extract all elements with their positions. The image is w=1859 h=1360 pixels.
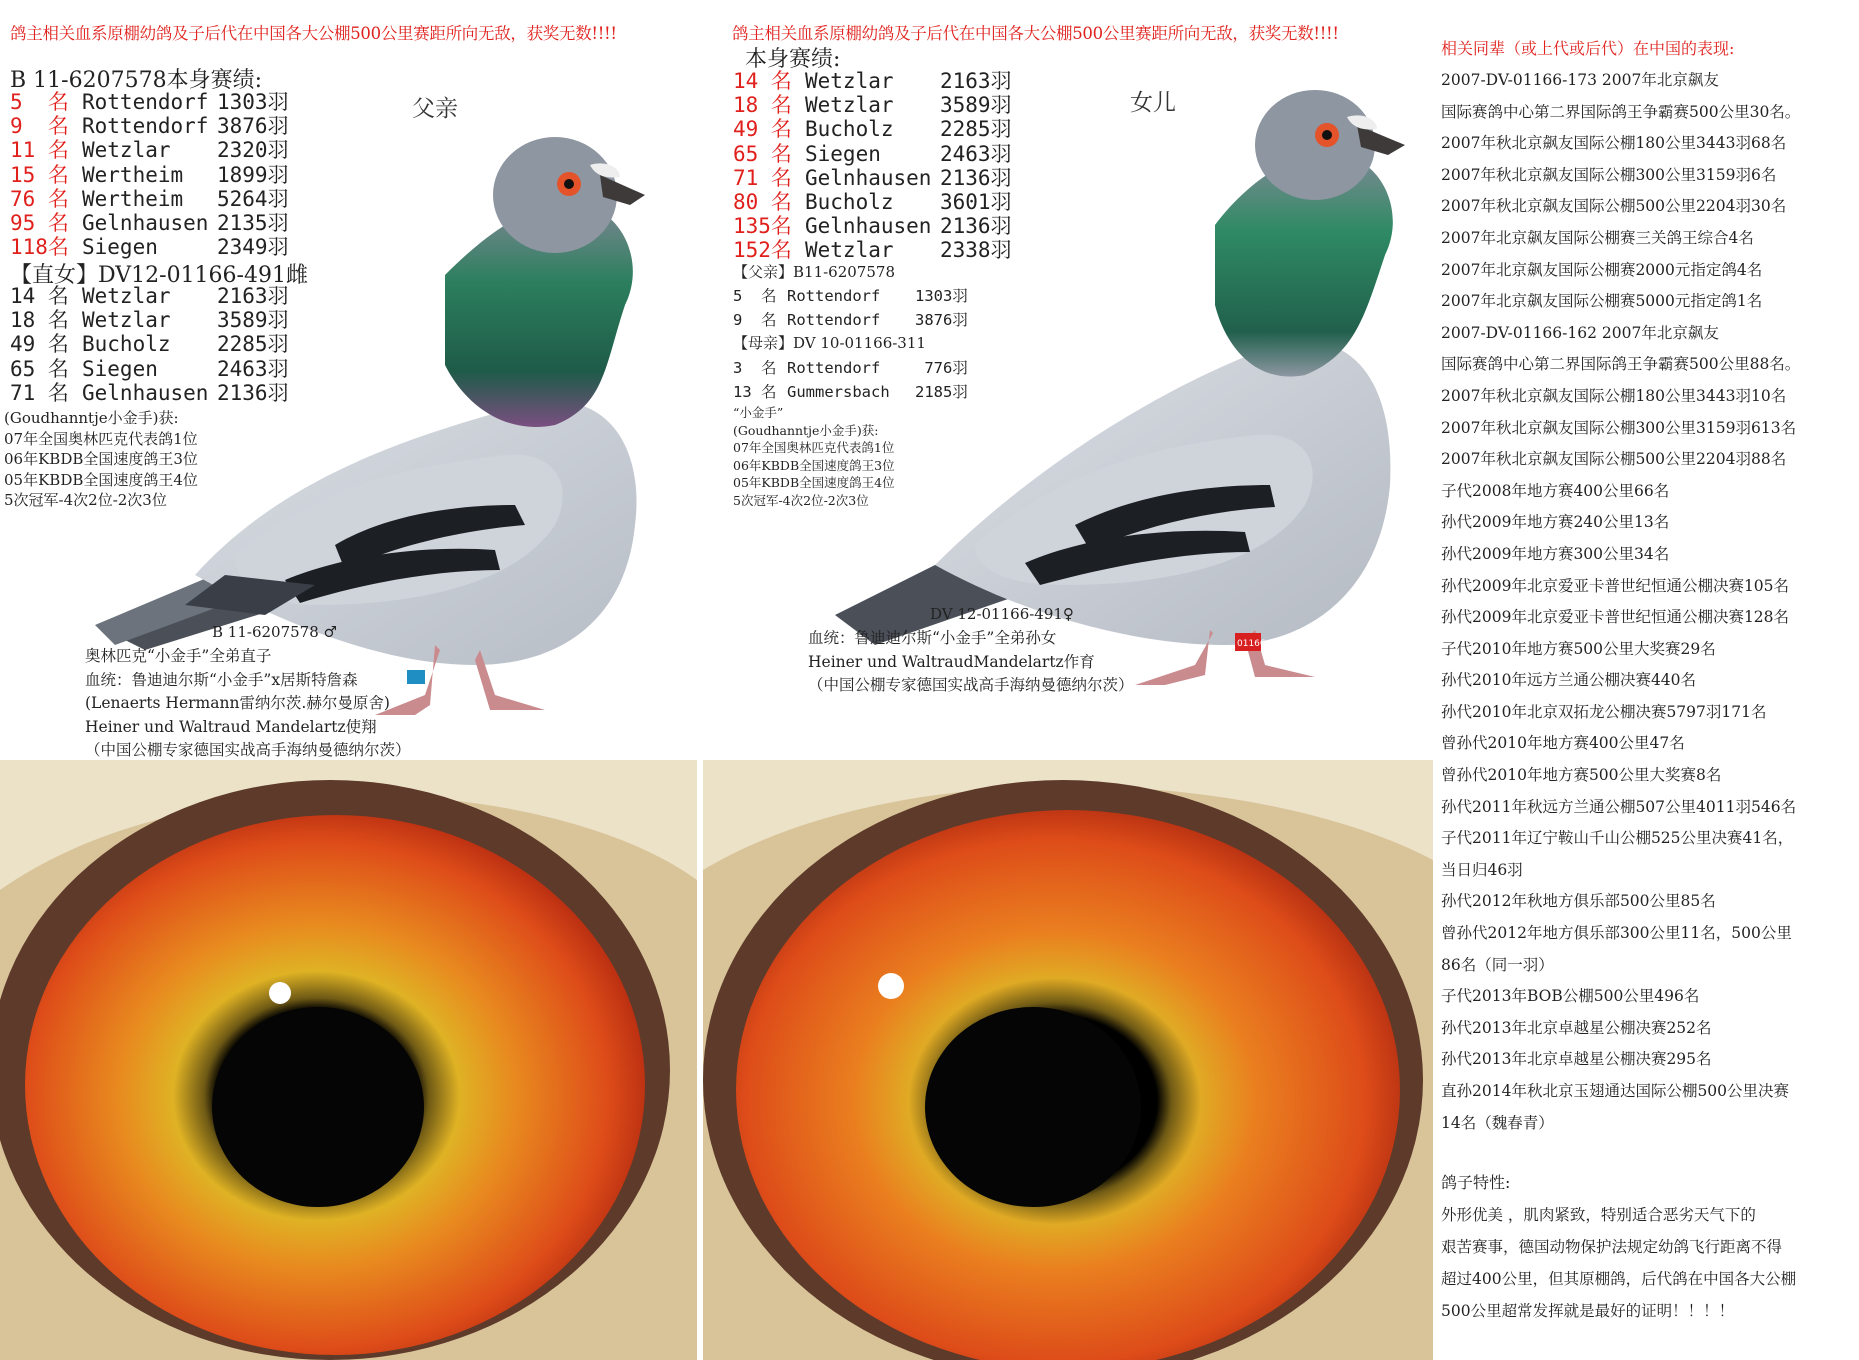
related-line: 孙代2009年北京爱亚卡普世纪恒通公棚决赛128名 bbox=[1441, 608, 1790, 627]
related-line: 国际赛鸽中心第二界国际鸽王争霸赛500公里88名。 bbox=[1441, 355, 1801, 374]
record-birds: 1303羽 bbox=[915, 287, 968, 305]
record-birds: 2163羽 bbox=[940, 69, 1012, 93]
related-lines bbox=[1441, 65, 1851, 1139]
record-birds: 2349羽 bbox=[217, 235, 289, 260]
related-line: 子代2010年地方赛500公里大奖赛29名 bbox=[1441, 639, 1716, 658]
related-line: 子代2013年BOB公棚500公里496名 bbox=[1441, 987, 1700, 1006]
record-rank: 49 名 bbox=[733, 117, 792, 142]
record-birds: 2185羽 bbox=[915, 383, 968, 401]
goud-note: 05年KBDB全国速度鸽王4位 bbox=[733, 475, 895, 490]
record-rank: 14 名 bbox=[10, 284, 69, 308]
daughter-ring: DV 12-01166-491♀ bbox=[930, 605, 1074, 623]
record-birds: 3876羽 bbox=[217, 114, 289, 139]
record-race: Gummersbach bbox=[787, 383, 890, 401]
record-rank: 65 名 bbox=[733, 141, 792, 166]
record-rank: 65 名 bbox=[10, 356, 69, 381]
banner-left: 鸽主相关血系原棚幼鸽及子后代在中国各大公棚500公里赛距所向无敌，获奖无数!!!! bbox=[10, 24, 617, 43]
related-line: 86名（同一羽） bbox=[1441, 955, 1554, 974]
caption-line: （中国公棚专家德国实战高手海纳曼德纳尔茨） bbox=[808, 676, 1134, 694]
record-race: Siegen bbox=[82, 235, 158, 260]
record-race: Wetzlar bbox=[82, 284, 171, 308]
record-rank: 9 名 bbox=[10, 114, 69, 139]
record-race: Bucholz bbox=[805, 190, 894, 215]
caption-line: （中国公棚专家德国实战高手海纳曼德纳尔茨） bbox=[85, 741, 411, 759]
related-line: 2007年秋北京飙友国际公棚500公里2204羽30名 bbox=[1441, 197, 1787, 216]
caption-line: (Lenaerts Hermann雷纳尔茨.赫尔曼原舍) bbox=[85, 694, 390, 712]
daughter-eye-image bbox=[703, 760, 1433, 1360]
record-birds: 1303羽 bbox=[217, 90, 289, 114]
traits-heading: 鸽子特性: bbox=[1441, 1173, 1511, 1193]
related-column bbox=[1441, 36, 1851, 1327]
record-rank: 15 名 bbox=[10, 162, 69, 187]
record-rank: 95 名 bbox=[10, 211, 69, 236]
related-line: 2007-DV-01166-162 2007年北京飙友 bbox=[1441, 323, 1719, 342]
record-race: Wetzlar bbox=[82, 308, 171, 333]
record-rank: 71 名 bbox=[733, 165, 792, 190]
record-race: Siegen bbox=[82, 356, 158, 381]
banner-mid: 鸽主相关血系原棚幼鸽及子后代在中国各大公棚500公里赛距所向无敌，获奖无数!!!! bbox=[732, 24, 1339, 43]
record-race: Siegen bbox=[805, 141, 881, 166]
related-line: 孙代2013年北京卓越星公棚决赛252名 bbox=[1441, 1018, 1712, 1037]
caption-line: 血统：鲁迪迪尔斯“小金手”x居斯特詹森 bbox=[85, 670, 358, 689]
record-birds: 3589羽 bbox=[217, 308, 289, 333]
goud-note: 07年全国奥林匹克代表鸽1位 bbox=[4, 429, 198, 448]
caption-line: 血统：鲁迪迪尔斯“小金手”全弟孙女 bbox=[808, 629, 1057, 647]
record-birds: 2463羽 bbox=[940, 141, 1012, 166]
related-line: 孙代2012年秋地方俱乐部500公里85名 bbox=[1441, 892, 1716, 911]
trait-line: 艰苦赛事，德国动物保护法规定幼鸽飞行距离不得 bbox=[1441, 1238, 1783, 1257]
daughter-ring-tag: 01166 bbox=[1237, 639, 1266, 649]
record-race: Gelnhausen bbox=[805, 165, 932, 190]
father-pigeon-image bbox=[85, 105, 675, 715]
father-label: 父亲 bbox=[412, 96, 458, 122]
related-line: 2007年秋北京飙友国际公棚300公里3159羽613名 bbox=[1441, 418, 1797, 437]
record-birds: 2136羽 bbox=[217, 380, 289, 405]
goud-note: 5次冠军-4次2位-2次3位 bbox=[4, 491, 167, 509]
trait-line: 超过400公里，但其原棚鸽，后代鸽在中国各大公棚 bbox=[1441, 1270, 1797, 1289]
record-rank: 9 名 bbox=[733, 311, 777, 329]
related-line: 2007年北京飙友国际公棚赛5000元指定鸽1名 bbox=[1441, 292, 1763, 311]
record-rank: 13 名 bbox=[733, 383, 777, 401]
record-rank: 3 名 bbox=[733, 359, 777, 377]
caption-line: Heiner und Waltraud Mandelartz使翔 bbox=[85, 717, 377, 736]
daughter-pigeon-image bbox=[835, 85, 1435, 695]
related-line: 孙代2009年地方赛240公里13名 bbox=[1441, 513, 1670, 532]
goud-note: 05年KBDB全国速度鸽王4位 bbox=[4, 470, 198, 489]
record-birds: 3876羽 bbox=[915, 311, 968, 329]
record-birds: 5264羽 bbox=[217, 186, 289, 211]
record-race: Rottendorf bbox=[82, 90, 209, 114]
record-rank: 14 名 bbox=[733, 69, 792, 93]
related-line: 当日归46羽 bbox=[1441, 860, 1523, 879]
related-line: 国际赛鸽中心第二界国际鸽王争霸赛500公里30名。 bbox=[1441, 102, 1801, 121]
father-eye-image bbox=[0, 760, 697, 1360]
trait-line: 500公里超常发挥就是最好的证明！！！！ bbox=[1441, 1302, 1735, 1321]
record-birds: 776羽 bbox=[915, 359, 968, 377]
goud-note: (Goudhanntje小金手)获: bbox=[733, 422, 879, 438]
caption-line: 奥林匹克“小金手”全弟直子 bbox=[85, 647, 272, 665]
record-rank: 76 名 bbox=[10, 186, 69, 211]
related-line: 直孙2014年秋北京玉翅通达国际公棚500公里决赛 bbox=[1441, 1082, 1790, 1100]
record-rank: 18 名 bbox=[733, 93, 792, 118]
related-line: 曾孙代2010年地方赛400公里47名 bbox=[1441, 734, 1685, 753]
record-birds: 2136羽 bbox=[940, 214, 1012, 239]
record-race: Rottendorf bbox=[787, 287, 881, 305]
record-birds: 2135羽 bbox=[217, 211, 289, 236]
father-captions bbox=[85, 645, 411, 763]
goud-note: 5次冠军-4次2位-2次3位 bbox=[733, 492, 869, 508]
record-birds: 2163羽 bbox=[217, 284, 289, 308]
record-race: Rottendorf bbox=[82, 114, 209, 139]
daughter-father-heading: 【父亲】B11-6207578 bbox=[733, 263, 895, 281]
record-rank: 5 名 bbox=[10, 90, 69, 114]
record-rank: 152名 bbox=[733, 238, 792, 263]
record-race: Gelnhausen bbox=[82, 211, 209, 236]
record-birds: 3601羽 bbox=[940, 190, 1012, 215]
related-line: 孙代2011年秋远方兰通公棚507公里4011羽546名 bbox=[1441, 797, 1797, 816]
related-heading: 相关同辈（或上代或后代）在中国的表现: bbox=[1441, 39, 1735, 58]
related-line: 孙代2010年远方兰通公棚决赛440名 bbox=[1441, 671, 1697, 690]
related-line: 子代2011年辽宁鞍山千山公棚525公里决赛41名， bbox=[1441, 829, 1794, 848]
related-line: 子代2008年地方赛400公里66名 bbox=[1441, 481, 1670, 500]
related-line: 2007年北京飙友国际公棚赛三关鸽王综合4名 bbox=[1441, 228, 1754, 247]
record-race: Wetzlar bbox=[805, 69, 894, 93]
goud-note: 06年KBDB全国速度鸽王3位 bbox=[733, 457, 895, 473]
record-race: Wetzlar bbox=[805, 93, 894, 118]
related-line: 孙代2009年北京爱亚卡普世纪恒通公棚决赛105名 bbox=[1441, 576, 1790, 595]
related-line: 2007年秋北京飙友国际公棚180公里3443羽68名 bbox=[1441, 134, 1787, 153]
record-birds: 1899羽 bbox=[217, 162, 289, 187]
record-race: Wertheim bbox=[82, 186, 184, 211]
record-birds: 2136羽 bbox=[940, 165, 1012, 190]
daughter-heading: 本身赛绩: bbox=[745, 47, 841, 72]
caption-line: Heiner und WaltraudMandelartz作育 bbox=[808, 652, 1095, 671]
record-rank: 11 名 bbox=[10, 138, 69, 163]
related-line: 孙代2009年地方赛300公里34名 bbox=[1441, 544, 1670, 563]
record-race: Gelnhausen bbox=[805, 214, 932, 239]
related-line: 2007-DV-01166-173 2007年北京飙友 bbox=[1441, 71, 1719, 89]
related-line: 孙代2013年北京卓越星公棚决赛295名 bbox=[1441, 1050, 1712, 1069]
father-ring: B 11-6207578 ♂ bbox=[212, 623, 337, 641]
record-birds: 2338羽 bbox=[940, 238, 1012, 263]
goud-note: “小金手” bbox=[733, 405, 784, 420]
daughter-mother-heading: 【母亲】DV 10-01166-311 bbox=[733, 334, 926, 352]
goud-note: (Goudhanntje小金手)获: bbox=[4, 409, 179, 427]
record-rank: 5 名 bbox=[733, 287, 777, 305]
goud-note: 06年KBDB全国速度鸽王3位 bbox=[4, 450, 198, 468]
related-line: 孙代2010年北京双拓龙公棚决赛5797羽171名 bbox=[1441, 702, 1767, 721]
record-rank: 71 名 bbox=[10, 380, 69, 405]
father-daughter-heading: 【直女】DV12-01166-491雌 bbox=[10, 263, 308, 288]
record-race: Rottendorf bbox=[787, 311, 881, 329]
record-race: Rottendorf bbox=[787, 359, 881, 377]
related-line: 曾孙代2010年地方赛500公里大奖赛8名 bbox=[1441, 766, 1722, 785]
related-line: 2007年北京飙友国际公棚赛2000元指定鸽4名 bbox=[1441, 260, 1763, 279]
record-rank: 80 名 bbox=[733, 190, 792, 215]
father-heading: B 11-6207578本身赛绩: bbox=[10, 68, 262, 93]
record-birds: 3589羽 bbox=[940, 93, 1012, 118]
record-birds: 2285羽 bbox=[940, 117, 1012, 142]
record-race: Gelnhausen bbox=[82, 380, 209, 405]
record-race: Wetzlar bbox=[82, 138, 171, 163]
record-rank: 18 名 bbox=[10, 308, 69, 333]
related-line: 曾孙代2012年地方俱乐部300公里11名，500公里 bbox=[1441, 924, 1792, 943]
related-line: 2007年秋北京飙友国际公棚180公里3443羽10名 bbox=[1441, 386, 1787, 405]
record-birds: 2285羽 bbox=[217, 332, 289, 357]
related-line: 14名（魏春青） bbox=[1441, 1113, 1554, 1132]
record-birds: 2320羽 bbox=[217, 138, 289, 163]
traits-lines bbox=[1441, 1199, 1851, 1327]
goud-note: 07年全国奥林匹克代表鸽1位 bbox=[733, 440, 895, 455]
daughter-captions bbox=[808, 627, 1134, 698]
trait-line: 外形优美 ，肌肉紧致，特别适合恶劣天气下的 bbox=[1441, 1206, 1756, 1225]
record-race: Wertheim bbox=[82, 162, 184, 187]
record-rank: 135名 bbox=[733, 214, 792, 239]
record-race: Wetzlar bbox=[805, 238, 894, 263]
daughter-label: 女儿 bbox=[1130, 90, 1176, 116]
record-rank: 118名 bbox=[10, 235, 69, 260]
related-line: 2007年秋北京飙友国际公棚500公里2204羽88名 bbox=[1441, 450, 1787, 469]
related-line: 2007年秋北京飙友国际公棚300公里3159羽6名 bbox=[1441, 165, 1777, 184]
record-race: Bucholz bbox=[82, 332, 171, 357]
record-rank: 49 名 bbox=[10, 332, 69, 357]
record-race: Bucholz bbox=[805, 117, 894, 142]
record-birds: 2463羽 bbox=[217, 356, 289, 381]
